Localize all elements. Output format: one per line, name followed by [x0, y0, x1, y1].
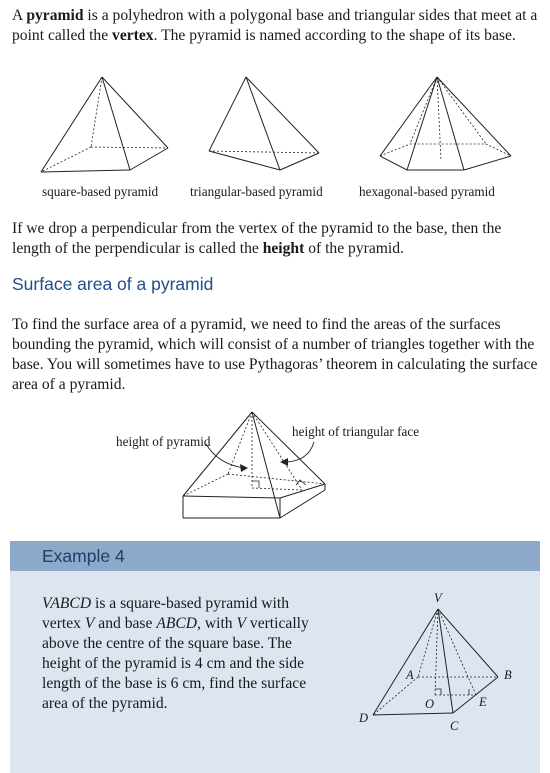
- label-height-of-triangular-face: height of triangular face: [292, 424, 420, 439]
- intro-paragraph: A pyramid is a polyhedron with a polygonal base and triangular sides that meet at a point called the vertex. The pyramid is named according to the shape of its base.: [12, 7, 538, 44]
- caption-square-pyramid: square-based pyramid: [42, 184, 159, 199]
- example-pyramid-figure: [368, 605, 518, 725]
- triangular-pyramid-figure: [206, 74, 324, 180]
- point-label-v: V: [434, 591, 442, 605]
- point-label-a: A: [406, 668, 414, 682]
- surface-area-paragraph: To find the surface area of a pyramid, we need to find the areas of the surfaces bounding the pyramid, which will consist of a number of triangles together with the base. You will sometimes have to use Pythagoras’ theorem in calculating the surface area of a pyramid.: [12, 316, 538, 393]
- section-heading: Surface area of a pyramid: [12, 274, 214, 294]
- term-pyramid: pyramid: [26, 7, 84, 24]
- example-text: VABCD is a square-based pyramid with vertex V and base ABCD, with V vertically above the centre of the square base. The height of the pyramid is 4 cm and the side length of the base is 6 cm, find the surface area of the pyramid.: [42, 595, 309, 712]
- point-label-o: O: [425, 697, 435, 711]
- term-vertex: vertex: [112, 27, 154, 44]
- example-header-band: [10, 541, 540, 571]
- point-label-b: B: [504, 668, 512, 682]
- caption-triangular-pyramid: triangular-based pyramid: [190, 184, 323, 199]
- hexagonal-pyramid-figure: [376, 74, 516, 180]
- label-height-of-pyramid: height of pyramid: [116, 434, 211, 449]
- point-label-d: D: [359, 711, 369, 725]
- example-panel: [10, 571, 540, 773]
- caption-hexagonal-pyramid: hexagonal-based pyramid: [359, 184, 495, 199]
- point-label-c: C: [450, 719, 459, 733]
- height-paragraph: If we drop a perpendicular from the vertex of the pyramid to the base, then the length of the perpendicular is called the height of the pyramid.: [12, 220, 502, 257]
- example-title: Example 4: [42, 546, 125, 566]
- square-pyramid-figure: [38, 74, 174, 180]
- term-height: height: [262, 240, 305, 257]
- point-label-e: E: [479, 695, 487, 709]
- label-pointer-arrows: [196, 436, 326, 476]
